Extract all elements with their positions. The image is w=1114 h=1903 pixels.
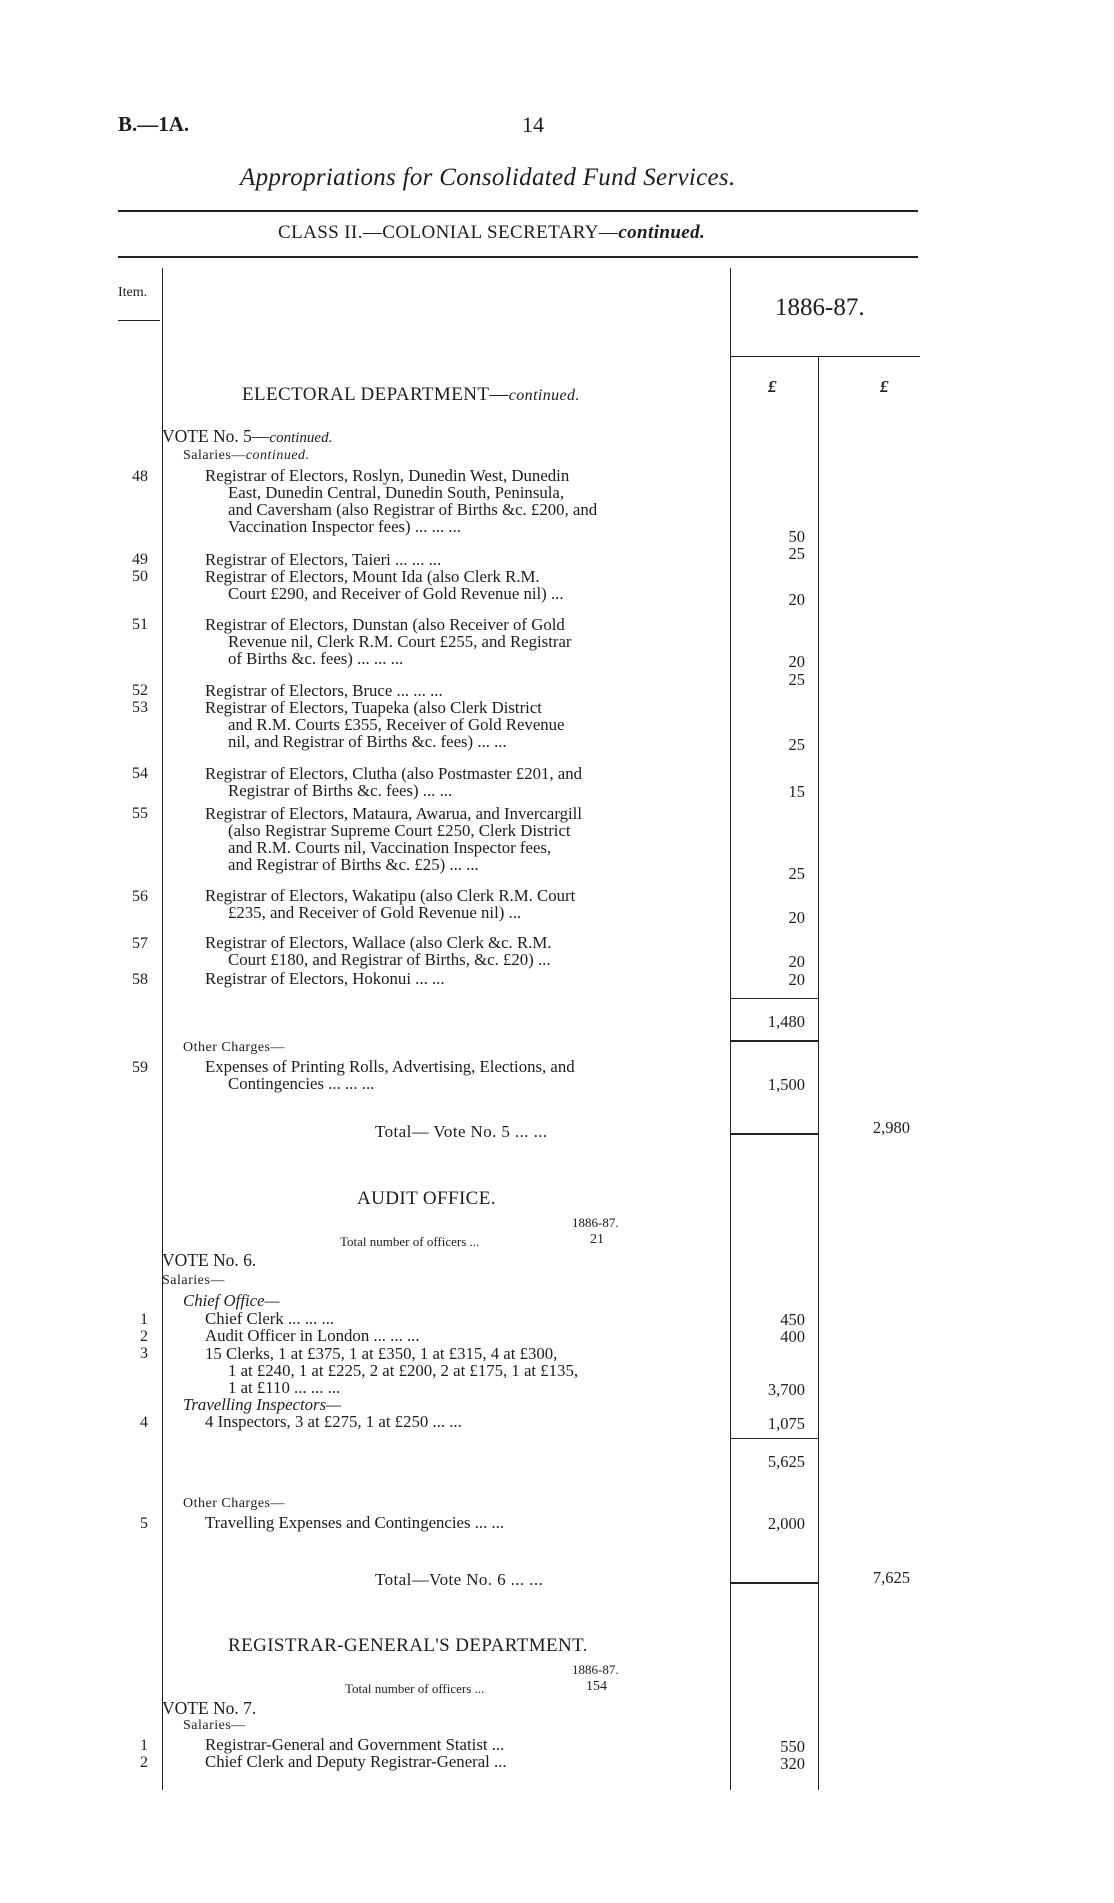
item-amount: 25 <box>788 670 805 689</box>
item-description: Registrar of Electors, Taieri ... ... ... <box>205 550 442 569</box>
class-heading: CLASS II.—COLONIAL SECRETARY—continued. <box>278 222 706 243</box>
table-top-rule <box>118 256 918 258</box>
audit-vote-heading: VOTE No. 6. <box>162 1250 257 1270</box>
registrar-vote-heading: VOTE No. 7. <box>162 1698 257 1718</box>
page-number: 14 <box>522 112 544 137</box>
audit-year-label: 1886-87. <box>572 1215 619 1230</box>
item-amount: 20 <box>788 590 805 609</box>
item-description: and Registrar of Births &c. £25) ... ... <box>228 855 479 874</box>
item-amount: 320 <box>780 1754 805 1773</box>
item-description: Expenses of Printing Rolls, Advertising, Elections, and <box>205 1057 575 1076</box>
item-amount: 1,075 <box>767 1414 805 1433</box>
amount-column-rule <box>730 268 731 1790</box>
item-column-header: Item. <box>118 285 148 300</box>
item-amount: 400 <box>780 1327 805 1346</box>
title-rule <box>118 210 918 212</box>
registrar-year-label: 1886-87. <box>572 1662 619 1677</box>
item-amount: 20 <box>788 908 805 927</box>
audit-officers-label: Total number of officers ... <box>340 1234 480 1249</box>
subtotal-rule <box>731 1040 818 1042</box>
item-description: Registrar of Births &c. fees) ... ... <box>228 781 453 800</box>
item-description: Registrar of Electors, Dunstan (also Receiver of Gold <box>205 615 565 634</box>
currency-symbol-amount: £ <box>768 377 777 396</box>
item-description: 1 at £240, 1 at £225, 2 at £200, 2 at £175, 1 at £135, <box>228 1361 579 1380</box>
total-column-rule <box>818 356 819 1790</box>
electoral-salaries-heading: Salaries—continued. <box>183 448 310 463</box>
audit-vote-total: 7,625 <box>872 1568 910 1587</box>
item-amount: 25 <box>788 544 805 563</box>
item-description: Registrar of Electors, Clutha (also Postmaster £201, and <box>205 764 583 783</box>
item-amount: 3,700 <box>767 1380 805 1399</box>
item-description: Contingencies ... ... ... <box>228 1074 375 1093</box>
item-number: 57 <box>132 935 148 952</box>
item-description: Vaccination Inspector fees) ... ... ... <box>228 517 461 536</box>
audit-travelling-inspectors-heading: Travelling Inspectors— <box>183 1395 342 1414</box>
item-description: Registrar of Electors, Wallace (also Clerk &c. R.M. <box>205 933 552 952</box>
page-title: Appropriations for Consolidated Fund Services. <box>240 164 736 191</box>
item-number: 52 <box>132 682 148 699</box>
document-reference: B.—1A. <box>118 112 190 136</box>
item-number: 49 <box>132 551 148 568</box>
item-number: 54 <box>132 765 148 782</box>
item-description: Audit Officer in London ... ... ... <box>205 1326 420 1345</box>
item-description: and R.M. Courts £355, Receiver of Gold Revenue <box>228 715 565 734</box>
electoral-vote-total: 2,980 <box>872 1118 910 1137</box>
item-number: 59 <box>132 1059 148 1076</box>
item-amount: 1,500 <box>767 1075 805 1094</box>
item-number: 3 <box>140 1345 148 1362</box>
item-amount: 20 <box>788 970 805 989</box>
item-amount: 550 <box>780 1737 805 1756</box>
item-amount: 25 <box>788 735 805 754</box>
item-description: Registrar of Electors, Tuapeka (also Clerk District <box>205 698 542 717</box>
year-header-rule <box>730 356 920 357</box>
currency-symbol-total: £ <box>880 377 889 396</box>
registrar-salaries-heading: Salaries— <box>183 1718 246 1733</box>
item-number: 56 <box>132 888 148 905</box>
audit-vote-total-label: Total—Vote No. 6 ... ... <box>375 1570 544 1589</box>
electoral-vote-heading: VOTE No. 5—continued. <box>162 426 333 446</box>
electoral-department-heading: ELECTORAL DEPARTMENT—continued. <box>242 384 580 405</box>
item-number: 4 <box>140 1414 148 1431</box>
item-description: Registrar of Electors, Wakatipu (also Clerk R.M. Court <box>205 886 576 905</box>
total-rule <box>731 1582 818 1584</box>
registrar-general-heading: REGISTRAR-GENERAL'S DEPARTMENT. <box>228 1635 588 1656</box>
item-amount: 450 <box>780 1310 805 1329</box>
item-number: 55 <box>132 805 148 822</box>
item-description: Registrar of Electors, Bruce ... ... ... <box>205 681 443 700</box>
registrar-officers-label: Total number of officers ... <box>345 1681 485 1696</box>
audit-chief-office-heading: Chief Office— <box>183 1291 280 1310</box>
audit-salaries-subtotal: 5,625 <box>767 1452 805 1471</box>
item-amount: 50 <box>788 527 805 546</box>
item-amount: 15 <box>788 782 805 801</box>
subtotal-rule <box>731 998 818 999</box>
item-number: 1 <box>140 1311 148 1328</box>
item-description: Registrar of Electors, Hokonui ... ... <box>205 969 445 988</box>
item-amount: 20 <box>788 652 805 671</box>
item-description: Registrar of Electors, Roslyn, Dunedin West, Dunedin <box>205 466 570 485</box>
item-description: 4 Inspectors, 3 at £275, 1 at £250 ... ... <box>205 1412 462 1431</box>
electoral-salaries-subtotal: 1,480 <box>767 1012 805 1031</box>
registrar-officers-count: 154 <box>586 1679 607 1694</box>
item-number: 2 <box>140 1754 148 1771</box>
item-description: (also Registrar Supreme Court £250, Clerk District <box>228 821 571 840</box>
item-description: 1 at £110 ... ... ... <box>228 1378 341 1397</box>
item-description: Registrar-General and Government Statist ... <box>205 1735 505 1754</box>
audit-salaries-heading: Salaries— <box>162 1273 225 1288</box>
item-amount: 2,000 <box>767 1514 805 1533</box>
item-description: Travelling Expenses and Contingencies ... ... <box>205 1513 505 1532</box>
item-description: Registrar of Electors, Mount Ida (also Clerk R.M. <box>205 567 540 586</box>
item-number: 51 <box>132 616 148 633</box>
item-description: Revenue nil, Clerk R.M. Court £255, and Registrar <box>228 632 572 651</box>
audit-other-charges-heading: Other Charges— <box>183 1496 285 1511</box>
total-rule <box>731 1133 818 1135</box>
electoral-vote-total-label: Total— Vote No. 5 ... ... <box>375 1122 548 1141</box>
item-number: 1 <box>140 1737 148 1754</box>
item-number: 48 <box>132 468 148 485</box>
item-description: Chief Clerk ... ... ... <box>205 1309 335 1328</box>
item-number: 2 <box>140 1328 148 1345</box>
audit-officers-count: 21 <box>590 1232 604 1247</box>
electoral-other-charges-heading: Other Charges— <box>183 1040 285 1055</box>
item-description: and R.M. Courts nil, Vaccination Inspector fees, <box>228 838 552 857</box>
year-column-header: 1886-87. <box>775 294 865 321</box>
item-description: and Caversham (also Registrar of Births &c. £200, and <box>228 500 598 519</box>
item-number: 50 <box>132 568 148 585</box>
item-description: Registrar of Electors, Mataura, Awarua, and Invercargill <box>205 804 582 823</box>
item-description: Chief Clerk and Deputy Registrar-General ... <box>205 1752 507 1771</box>
item-description: Court £180, and Registrar of Births, &c. £20) ... <box>228 950 551 969</box>
item-description: nil, and Registrar of Births &c. fees) ... ... <box>228 732 507 751</box>
item-column-rule <box>162 268 163 1790</box>
item-description: of Births &c. fees) ... ... ... <box>228 649 404 668</box>
subtotal-rule <box>731 1438 818 1439</box>
item-description: £235, and Receiver of Gold Revenue nil) ... <box>228 903 522 922</box>
item-description: East, Dunedin Central, Dunedin South, Peninsula, <box>228 483 565 502</box>
item-number: 53 <box>132 699 148 716</box>
item-amount: 20 <box>788 952 805 971</box>
item-number: 5 <box>140 1515 148 1532</box>
item-header-rule <box>118 320 160 321</box>
item-amount: 25 <box>788 864 805 883</box>
item-number: 58 <box>132 971 148 988</box>
item-description: 15 Clerks, 1 at £375, 1 at £350, 1 at £315, 4 at £300, <box>205 1344 558 1363</box>
item-description: Court £290, and Receiver of Gold Revenue nil) ... <box>228 584 564 603</box>
audit-office-heading: AUDIT OFFICE. <box>357 1188 496 1209</box>
